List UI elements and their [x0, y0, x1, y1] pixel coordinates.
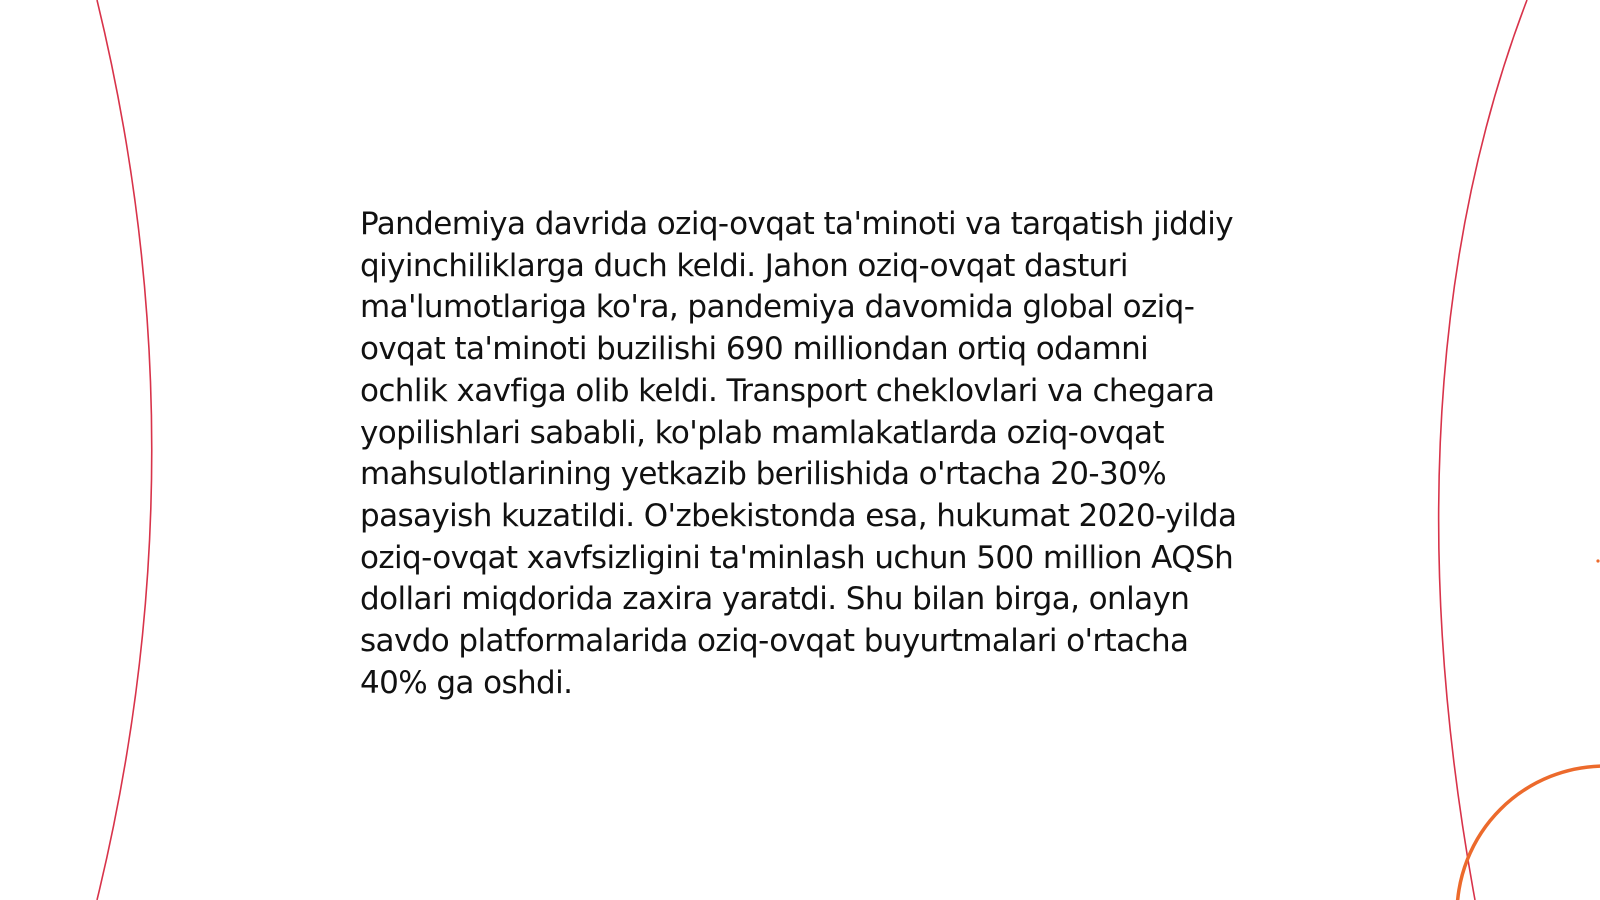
- body-paragraph: Pandemiya davrida oziq-ovqat ta'minoti va tarqatish jiddiy qiyinchiliklarga duch keldi. Jahon oziq-ovqat dasturi ma'lumotlariga ko'ra, pandemiya davomida global oziq-ovqat ta'minoti buzilishi 690 milliondan ortiq odamni ochlik xavfiga olib keldi. Transport cheklovlari va chegara yopilishlari sababli, ko'plab mamlakatlarda oziq-ovqat mahsulotlarining yetkazib berilishida o'rtacha 20-30% pasayish kuzatildi. O'zbekistonda esa, hukumat 2020-yilda oziq-ovqat xavfsizligini ta'minlash uchun 500 million AQSh dollari miqdorida zaxira yaratdi. Shu bilan birga, onlayn savdo platformalarida oziq-ovqat buyurtmalari o'rtacha 40% ga oshdi.: [360, 206, 1237, 701]
- orange-accent-circle: [1457, 766, 1600, 900]
- right-curve-line: [1439, 0, 1527, 900]
- orange-accent-dot: [1596, 559, 1599, 562]
- left-curve-line: [97, 0, 152, 900]
